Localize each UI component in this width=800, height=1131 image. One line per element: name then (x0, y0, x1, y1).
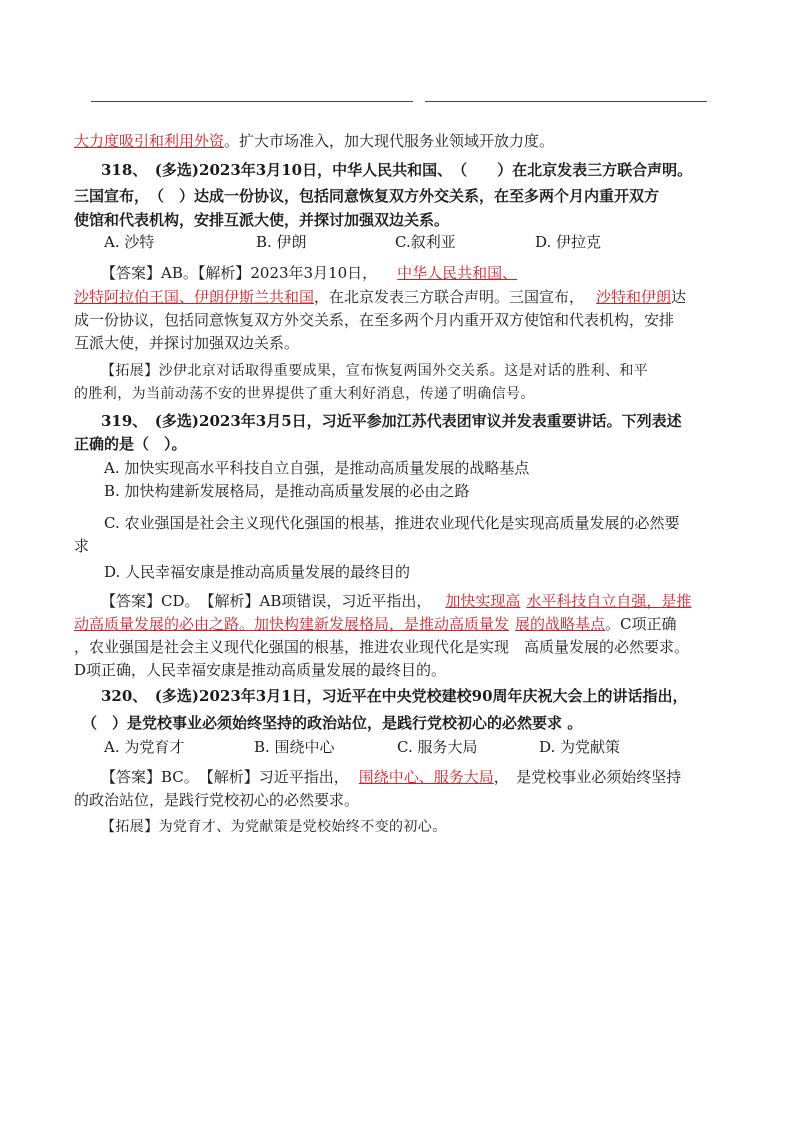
q318-options (104, 232, 764, 252)
q319-answer-line4: D项正确，人民幸福安康是推动高质量发展的最终目的。 (74, 661, 447, 679)
q319-line1: 319、 (多选)2023年3月5日，习近平参加江苏代表团审议并发表重要讲话。下列表述 (101, 412, 682, 430)
q319-answer-tail: 。C项正确 (605, 615, 677, 633)
q319-answer-red4: 展的战略基点 (515, 615, 606, 633)
q320-line2: （ ）是党校事业必须始终坚持的政治站位，是践行党校初心的必然要求 。 (82, 714, 583, 732)
q318-answer-line2 (74, 287, 734, 307)
q319-option-b: B. 加快构建新发展格局，是推动高质量发展的必由之路 (104, 482, 470, 500)
q318-answer-prefix: 【答案】AB。【解析】2023年3月10日， (101, 264, 378, 282)
q320-answer-tail: ， 是党校事业必须始终坚持 (493, 768, 682, 786)
q320-answer-line2: 的政治站位，是践行党校初心的必然要求。 (74, 791, 360, 809)
q319-answer-prefix: 【答案】CD。 【解析】AB项错误，习近平指出， (101, 592, 432, 610)
q319-answer-line2 (74, 614, 734, 634)
q318-extension-line1: 【拓展】沙伊北京对话取得重要成果，宣布恢复两国外交关系。这是对话的胜利、和平 (101, 363, 649, 379)
q318-answer-mid: ，在北京发表三方联合声明。三国宣布， (314, 288, 585, 306)
intro-line (74, 131, 734, 151)
q319-line2: 正确的是（ ）。 (74, 435, 187, 453)
q319-option-d: D. 人民幸福安康是推动高质量发展的最终目的 (104, 563, 411, 581)
q318-extension-line2: 的胜利，为当前动荡不安的世界提供了重大利好消息，传递了明确信号。 (74, 386, 535, 402)
q318-option-c: C.叙利亚 (395, 233, 456, 251)
q319-option-c-line2: 求 (74, 537, 90, 555)
q318-line3: 使馆和代表机构，安排互派大使，并探讨加强双边关系。 (74, 211, 450, 229)
q318-line2: 三国宣布， （ ）达成一份协议，包括同意恢复双方外交关系，在至多两个月内重开双方 (74, 187, 660, 205)
header-rule-left (91, 101, 413, 102)
q318-line1: 318、 (多选)2023年3月10日，中华人民共和国、 （ ）在北京发表三方联合声明。 (101, 161, 693, 179)
q320-answer-line1 (101, 767, 761, 787)
q320-extension: 【拓展】为党育才、为党献策是党校始终不变的初心。 (101, 819, 447, 835)
q320-option-a: A. 为党育才 (104, 738, 185, 756)
q318-answer-red3: 沙特和伊朗 (596, 288, 672, 306)
intro-red-text: 大力度吸引和利用外资 (74, 132, 225, 150)
q318-option-a: A. 沙特 (104, 233, 155, 251)
q319-answer-line1 (101, 591, 761, 611)
q318-option-d: D. 伊拉克 (535, 233, 602, 251)
q320-answer-prefix: 【答案】BC。 【解析】习近平指出， (101, 768, 349, 786)
q318-answer-tail: 达 (671, 288, 687, 306)
q320-option-b: B. 围绕中心 (254, 738, 335, 756)
intro-rest-text: 。扩大市场准入，加大现代服务业领域开放力度。 (224, 132, 555, 150)
q320-option-c: C. 服务大局 (397, 738, 478, 756)
q319-answer-red1: 加快实现高 (445, 592, 521, 610)
q319-option-c-line1: C. 农业强国是社会主义现代化强国的根基，推进农业现代化是实现高质量发展的必然要 (104, 514, 680, 532)
q318-answer-line4: 互派大使，并探讨加强双边关系。 (74, 334, 300, 352)
header-rule-right (425, 101, 707, 102)
q319-option-a: A. 加快实现高水平科技自立自强，是推动高质量发展的战略基点 (104, 459, 530, 477)
q318-option-b: B. 伊朗 (256, 233, 307, 251)
q319-answer-line3: ，农业强国是社会主义现代化强国的根基，推进农业现代化是实现 高质量发展的必然要求。 (74, 638, 690, 656)
q318-answer-line3: 成一份协议，包括同意恢复双方外交关系，在至多两个月内重开双方使馆和代表机构，安排 (74, 311, 675, 329)
q319-answer-red2: 水平科技自立自强，是推 (526, 592, 692, 610)
q318-answer-line1 (101, 263, 761, 283)
q318-answer-red2: 沙特阿拉伯王国、伊朗伊斯兰共和国 (74, 288, 315, 306)
q318-answer-red1: 中华人民共和国、 (397, 264, 518, 282)
q319-answer-red3: 动高质量发展的必由之路。加快构建新发展格局，是推动高质量发 (74, 615, 510, 633)
q320-line1: 320、 (多选)2023年3月1日，习近平在中央党校建校90周年庆祝大会上的讲话指出， (101, 687, 688, 705)
q320-option-d: D. 为党献策 (539, 738, 621, 756)
q320-options (104, 737, 764, 757)
q320-answer-red: 围绕中心、服务大局 (358, 768, 494, 786)
